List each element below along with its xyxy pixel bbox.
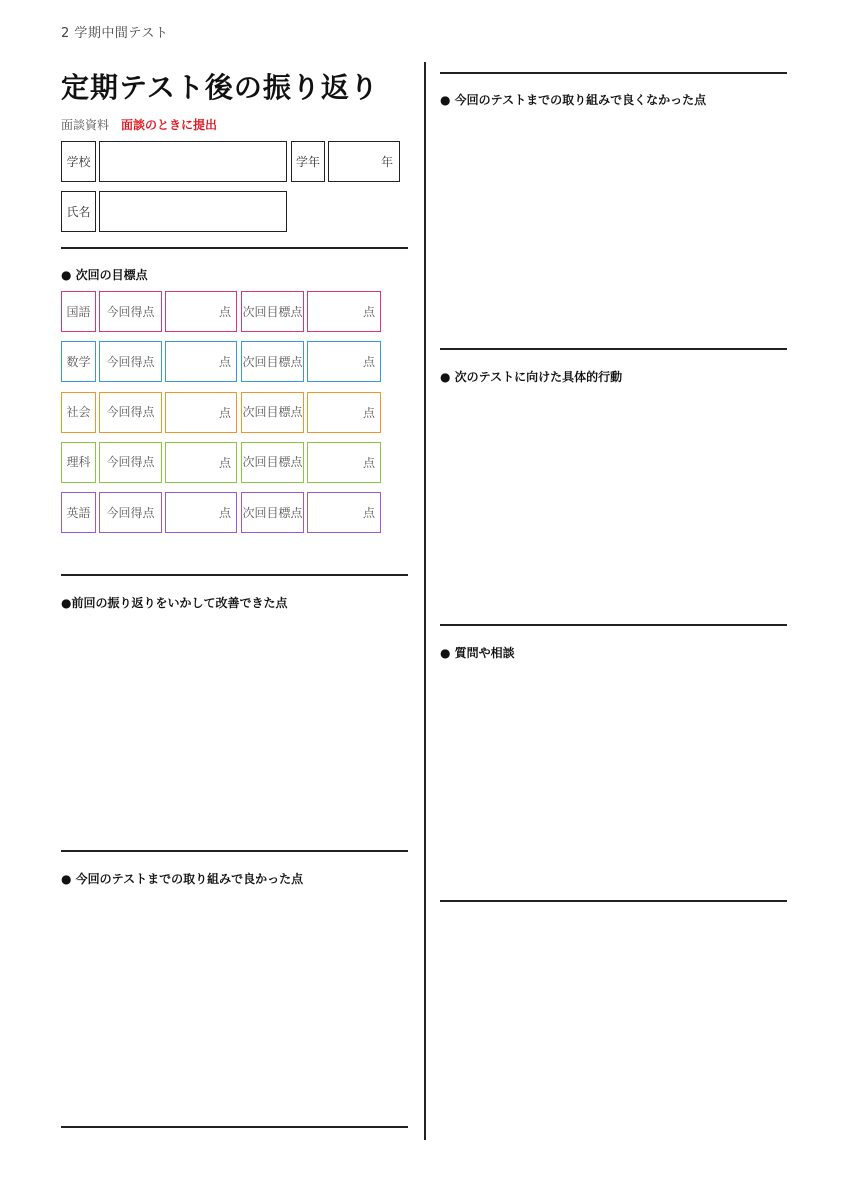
test-label: 2 学期中間テスト (61, 26, 169, 41)
label-line: 得点 (130, 405, 155, 419)
goals-title: ● 次回の目標点 (61, 268, 148, 282)
point-unit: 点 (362, 455, 375, 470)
school-label: 学校 (61, 141, 96, 182)
current-score-label (99, 442, 162, 483)
point-unit: 点 (362, 355, 375, 370)
score-input[interactable] (165, 341, 237, 382)
subject-name: 英語 (61, 492, 96, 533)
label-line: 次回 (242, 455, 267, 470)
grade-field[interactable] (328, 141, 400, 182)
section-questions-title: ● 質問や相談 (440, 646, 515, 660)
score-input[interactable] (307, 392, 381, 433)
label-line: 得点 (130, 354, 155, 369)
subject-row (61, 341, 381, 382)
divider (440, 72, 787, 74)
target-score-label (241, 392, 304, 433)
grade-label: 学年 (291, 141, 325, 182)
divider (61, 850, 408, 852)
section-bad-title: ● 今回のテストまでの取り組みで良くなかった点 (440, 93, 707, 107)
meeting-note: 面談のときに提出 (121, 118, 218, 132)
subject-row (61, 392, 381, 433)
label-line: 目標点 (266, 405, 303, 419)
meeting-info (61, 116, 217, 133)
score-input[interactable] (165, 291, 237, 332)
score-input[interactable] (165, 442, 237, 483)
score-input[interactable] (307, 442, 381, 483)
point-unit: 点 (218, 405, 231, 420)
label-line: 次回 (242, 505, 267, 520)
label-line: 今回 (106, 304, 131, 319)
subject-name: 社会 (61, 392, 96, 433)
label-line: 次回 (242, 405, 267, 419)
point-unit: 点 (362, 305, 375, 319)
divider (61, 1126, 408, 1128)
point-unit: 点 (362, 405, 375, 420)
label-line: 得点 (130, 455, 155, 470)
divider (61, 247, 408, 249)
point-unit: 点 (362, 506, 375, 520)
section-good-title: ● 今回のテストまでの取り組みで良かった点 (61, 872, 304, 886)
column-divider (424, 62, 426, 1140)
target-score-label (241, 291, 304, 332)
section-next-actions-title: ● 次のテストに向けた具体的行動 (440, 370, 623, 384)
label-line: 今回 (106, 455, 131, 470)
label-line: 得点 (130, 304, 155, 319)
label-line: 得点 (130, 505, 155, 520)
current-score-label (99, 291, 162, 332)
point-unit: 点 (218, 506, 231, 520)
section-improved-title: ●前回の振り返りをいかして改善できた点 (61, 596, 288, 610)
label-line: 今回 (106, 405, 131, 419)
current-score-label (99, 392, 162, 433)
label-line: 目標点 (266, 304, 303, 319)
point-unit: 点 (218, 355, 231, 370)
school-field[interactable] (99, 141, 287, 182)
subject-row (61, 492, 381, 533)
subject-row (61, 291, 381, 332)
name-field[interactable] (99, 191, 287, 232)
label-line: 目標点 (266, 455, 303, 470)
point-unit: 点 (218, 455, 231, 470)
meeting-label: 面談資料 (61, 118, 110, 132)
current-score-label (99, 492, 162, 533)
target-score-label (241, 442, 304, 483)
divider (440, 348, 787, 350)
point-unit: 点 (218, 305, 231, 319)
label-line: 次回 (242, 304, 267, 319)
subject-row (61, 442, 381, 483)
label-line: 今回 (106, 505, 131, 520)
label-line: 目標点 (266, 354, 303, 369)
score-input[interactable] (307, 291, 381, 332)
subject-name: 数学 (61, 341, 96, 382)
subject-name: 理科 (61, 442, 96, 483)
label-line: 次回 (242, 354, 267, 369)
label-line: 今回 (106, 354, 131, 369)
score-input[interactable] (165, 392, 237, 433)
target-score-label (241, 492, 304, 533)
score-input[interactable] (307, 341, 381, 382)
score-input[interactable] (165, 492, 237, 533)
divider (440, 624, 787, 626)
page-title: 定期テスト後の振り返り (61, 71, 379, 104)
subject-name: 国語 (61, 291, 96, 332)
label-line: 目標点 (266, 505, 303, 520)
divider (61, 574, 408, 576)
name-label: 氏名 (61, 191, 96, 232)
divider (440, 900, 787, 902)
grade-unit: 年 (380, 155, 393, 169)
score-input[interactable] (307, 492, 381, 533)
target-score-label (241, 341, 304, 382)
current-score-label (99, 341, 162, 382)
